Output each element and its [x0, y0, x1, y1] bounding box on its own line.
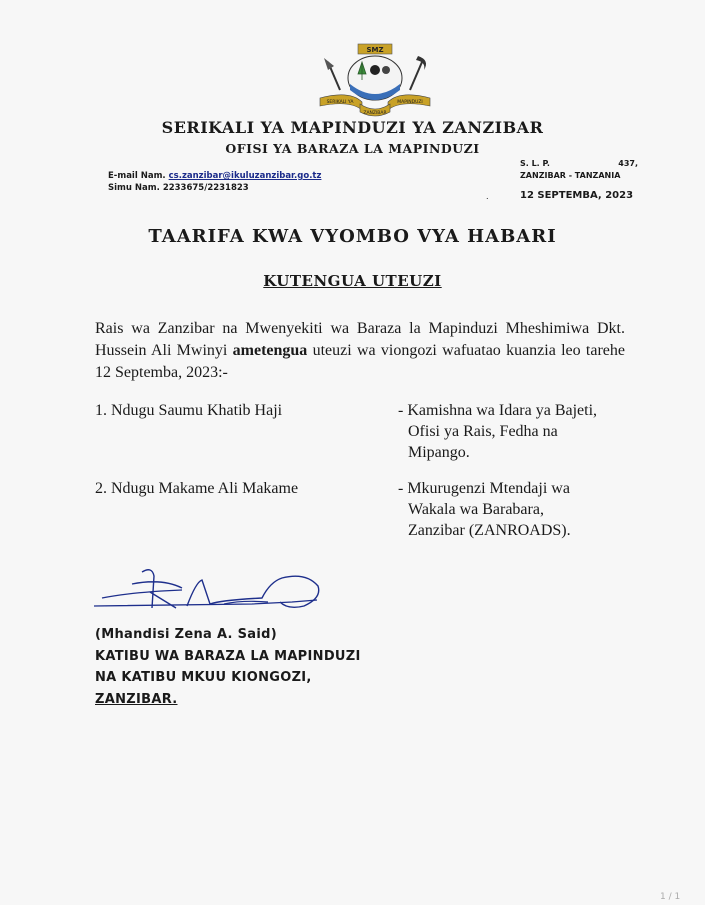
- signature-block: [95, 624, 361, 710]
- phone-number: 2233675/2231823: [162, 183, 249, 193]
- po-box-number: 437,: [618, 159, 638, 168]
- handwritten-signature: [92, 562, 332, 622]
- appointment-item: [95, 400, 598, 461]
- zanzibar-coat-of-arms-icon: [310, 40, 440, 120]
- phone-label: Simu Nam.: [108, 183, 160, 193]
- email-link[interactable]: cs.zanzibar@ikuluzanzibar.go.tz: [168, 171, 322, 181]
- letter-date: 12 SEPTEMBA, 2023: [520, 190, 634, 201]
- contact-block: [108, 170, 321, 194]
- svg-text:SERIKALI YA: SERIKALI YA: [326, 100, 354, 105]
- signatory-title: KATIBU WA BARAZA LA MAPINDUZI: [95, 648, 361, 664]
- appointee-role: - Mkurugenzi Mtendaji wa Wakala wa Barabara, Zanzibar (ZANROADS).: [398, 480, 571, 539]
- svg-text:ZANZIBAR: ZANZIBAR: [363, 111, 387, 116]
- document-page: SMZ SERIKALI YA MAPINDUZI ZANZIBAR SERIKALI YA MAPINDUZI YA ZANZIBAR OFISI YA BARAZA LA MAPINDUZI E-mail Nam. cs.zanzibar@ikuluzanzibar.go.tz Simu Nam. 2233675/2231823 S. L. P. 437, ZANZIBAR - TANZANIA . 12 SEPTEMBA, 2023 TAARIFA KWA VYOMBO VYA HABARI KUTENGUA UTEUZI Rais wa Zanzibar na Mwenyekiti wa Baraza la Mapinduzi Mheshimiwa Dkt. Hussein Ali Mwinyi ametengua uteuzi wa viongozi wafuatao kuanzia leo tarehe 12 Septemba, 2023:- 1. Ndugu Saumu Khatib Haji - Kamishna wa Idara ya Bajeti, Ofisi ya Rais, Fedha na Mipango. 2. Ndugu Makame Ali Makame - Mkurugenzi Mtendaji wa Wakala wa Barabara, Zanzibar (ZANROADS). (Mhandisi Zena A. Said) KATIBU WA BARAZA LA MAPINDUZI NA KATIBU MKUU KIONGOZI, ZANZIBAR. 1 / 1: [0, 0, 705, 905]
- email-label: E-mail Nam.: [108, 171, 166, 181]
- appointment-item: [95, 478, 571, 539]
- appointee-name: 1. Ndugu Saumu Khatib Haji: [95, 402, 283, 419]
- signatory-name: (Mhandisi Zena A. Said): [95, 627, 277, 642]
- po-box-label: S. L. P.: [520, 159, 550, 168]
- document-title: TAARIFA KWA VYOMBO VYA HABARI: [148, 226, 557, 247]
- appointee-role: - Kamishna wa Idara ya Bajeti, Ofisi ya Rais, Fedha na Mipango.: [398, 402, 598, 461]
- signatory-place: ZANZIBAR.: [95, 691, 178, 707]
- signatory-title: NA KATIBU MKUU KIONGOZI,: [95, 670, 312, 685]
- emphasis-word: ametengua: [232, 342, 308, 359]
- svg-text:MAPINDUZI: MAPINDUZI: [397, 100, 423, 105]
- government-header: SERIKALI YA MAPINDUZI YA ZANZIBAR: [161, 118, 544, 137]
- svg-text:SMZ: SMZ: [366, 46, 384, 54]
- page-indicator: 1 / 1: [660, 892, 681, 902]
- office-header: OFISI YA BARAZA LA MAPINDUZI: [225, 141, 480, 156]
- announcement-paragraph: Rais wa Zanzibar na Mwenyekiti wa Baraza la Mapinduzi Mheshimiwa Dkt. Hussein Ali Mwinyi ametengua uteuzi wa viongozi wafuatao kuanzia leo tarehe 12 Septemba, 2023:-: [95, 320, 626, 381]
- city-country: ZANZIBAR - TANZANIA: [520, 171, 621, 180]
- appointee-name: 2. Ndugu Makame Ali Makame: [95, 480, 299, 497]
- document-subtitle: KUTENGUA UTEUZI: [263, 272, 442, 290]
- address-block: [520, 158, 638, 182]
